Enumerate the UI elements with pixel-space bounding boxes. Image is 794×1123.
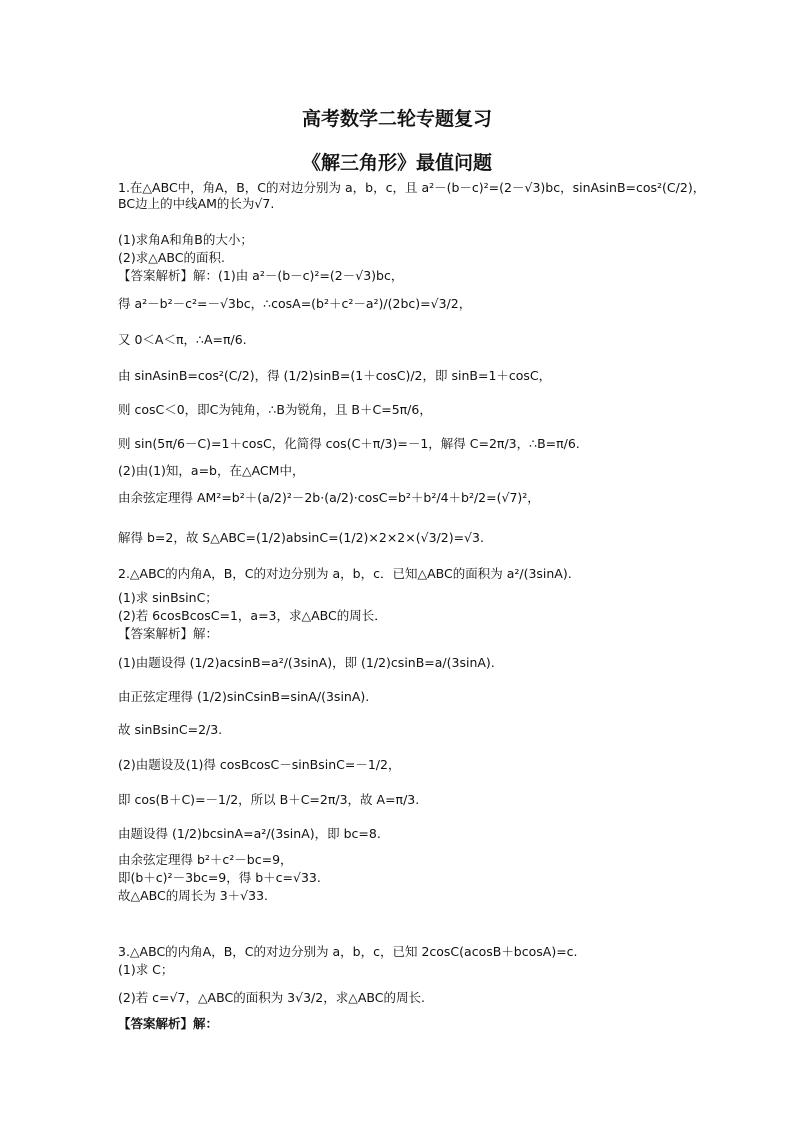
problem-1-solution-line: (2)由(1)知，a=b，在△ACM中，	[118, 463, 305, 478]
problem-1-solution-line: 解得 b=2，故 S△ABC=(1/2)absinC=(1/2)×2×2×(√3/2)=√3.	[118, 530, 484, 545]
problem-1-statement: 1.在△ABC中，角A，B，C的对边分别为 a，b，c，且 a²－(b－c)²=(2－√3)bc，sinAsinB=cos²(C/2)，BC边上的中线AM的长为√7.	[118, 180, 706, 211]
problem-2-solution-line: 即(b＋c)²－3bc=9，得 b＋c=√33.	[118, 870, 321, 885]
problem-2-solution-line: (1)由题设得 (1/2)acsinB=a²/(3sinA)，即 (1/2)csinB=a/(3sinA).	[118, 655, 495, 670]
problem-3-solution-line: 【答案解析】解：	[118, 1016, 219, 1031]
problem-2-solution-line: 即 cos(B＋C)=－1/2，所以 B＋C=2π/3，故 A=π/3.	[118, 792, 420, 807]
problem-1-solution-line: 由余弦定理得 AM²=b²＋(a/2)²－2b·(a/2)·cosC=b²＋b²/4＋b²/2=(√7)²，	[118, 490, 540, 505]
problem-3-part-1: (1)求 C；	[118, 962, 174, 977]
problem-1-solution-line: 【答案解析】解：(1)由 a²－(b－c)²=(2－√3)bc，	[118, 268, 404, 283]
problem-2-solution-line: 【答案解析】解：	[118, 626, 219, 641]
problem-2-solution-line: 由余弦定理得 b²＋c²－bc=9，	[118, 852, 293, 867]
problem-1-solution-line: 得 a²－b²－c²=－√3bc，∴cosA=(b²＋c²－a²)/(2bc)=√3/2，	[118, 296, 472, 311]
problem-2-solution-line: 由题设得 (1/2)bcsinA=a²/(3sinA)，即 bc=8.	[118, 826, 381, 841]
problem-2-part-1: (1)求 sinBsinC；	[118, 590, 218, 605]
problem-1-solution-line: 则 cosC＜0，即C为钝角，∴B为锐角，且 B＋C=5π/6，	[118, 402, 432, 417]
problem-3-part-2: (2)若 c=√7，△ABC的面积为 3√3/2，求△ABC的周长.	[118, 990, 425, 1005]
problem-1-part-1: (1)求角A和角B的大小；	[118, 232, 253, 247]
problem-3-statement: 3.△ABC的内角A，B，C的对边分别为 a，b，c，已知 2cosC(acosB＋bcosA)=c.	[118, 944, 578, 959]
document-title: 高考数学二轮专题复习	[301, 108, 492, 130]
problem-1-solution-line: 则 sin(5π/6－C)=1＋cosC，化简得 cos(C＋π/3)=－1，解得 C=2π/3，∴B=π/6.	[118, 436, 580, 451]
problem-1-solution-line: 由 sinAsinB=cos²(C/2)，得 (1/2)sinB=(1＋cosC)/2，即 sinB=1＋cosC，	[118, 368, 552, 383]
problem-2-solution-line: 故△ABC的周长为 3＋√33.	[118, 888, 269, 903]
problem-2-solution-line: 故 sinBsinC=2/3.	[118, 722, 223, 737]
problem-2-statement: 2.△ABC的内角A，B，C的对边分别为 a，b，c．已知△ABC的面积为 a²/(3sinA).	[118, 566, 572, 581]
problem-2-solution-line: (2)由题设及(1)得 cosBcosC－sinBsinC=－1/2，	[118, 757, 401, 772]
problem-2-solution-line: 由正弦定理得 (1/2)sinCsinB=sinA/(3sinA).	[118, 689, 370, 704]
problem-1-part-2: (2)求△ABC的面积.	[118, 250, 225, 265]
problem-2-part-2: (2)若 6cosBcosC=1，a=3，求△ABC的周长．	[118, 608, 387, 623]
problem-1-solution-line: 又 0＜A＜π，∴A=π/6.	[118, 332, 247, 347]
document-subtitle: 《解三角形》最值问题	[301, 152, 492, 174]
